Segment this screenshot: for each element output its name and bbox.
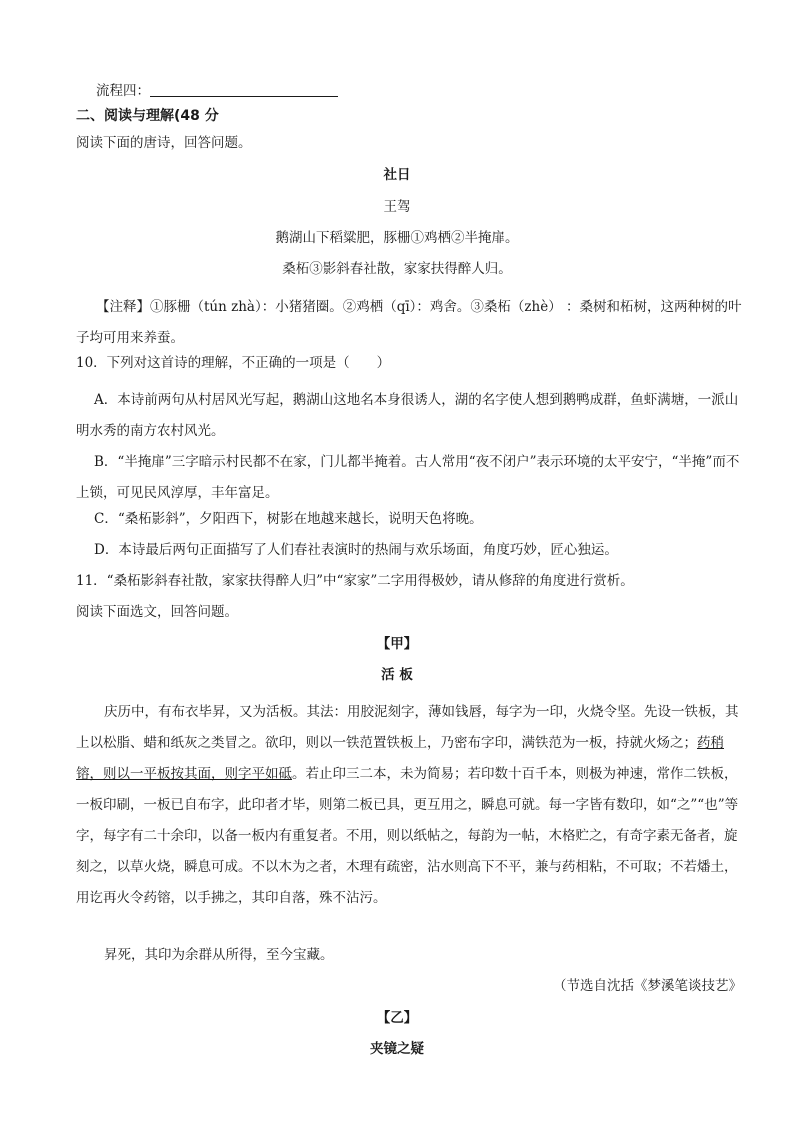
option-c[interactable]: C．“桑柘影斜”，夕阳西下，树影在地越来越长，说明天色将晚。: [94, 511, 483, 527]
question-11: 11．“桑柘影斜春社散，家家扶得醉人归”中“家家”二字用得极妙，请从修辞的角度进行赏析。: [76, 573, 634, 589]
passage-b-label: 【乙】: [376, 1010, 418, 1026]
passage-b-title: 夹镜之疑: [370, 1041, 424, 1057]
option-a[interactable]: A．本诗前两句从村居风光写起，鹅湖山这地名本身很诱人，湖的名字使人想到鹅鸭成群，鱼虾满塘，一派山明水秀的南方农村风光。: [76, 392, 739, 439]
underlined-sentence: 药稍镕，则以一平板按其面，则字平如砥: [76, 735, 724, 782]
poem-line-1: 鹅湖山下稻粱肥，豚栅①鸡栖②半掩扉。: [275, 230, 519, 246]
poem-title: 社日: [383, 167, 411, 183]
passage-intro: 阅读下面选文，回答问题。: [76, 604, 238, 620]
passage-a-title: 活 板: [381, 667, 413, 683]
flow-four-line: [96, 82, 338, 100]
passage-a-source: （节选自沈括《梦溪笔谈技艺》: [553, 978, 742, 994]
poem-author: 王驾: [383, 199, 411, 215]
passage-a-label: 【甲】: [376, 636, 418, 652]
question-10: 10．下列对这首诗的理解，不正确的一项是（ ）: [76, 355, 391, 371]
passage-a-paragraph-1: 庆历中，有布衣毕昇，又为活板。其法：用胶泥刻字，薄如钱唇，每字为一印，火烧令坚。先设一铁板，其上以松脂、蜡和纸灰之类冒之。欲印，则以一铁范置铁板上，乃密布字印，满铁范为一板，持就火炀之；药稍镕，则以一平板按其面，则字平如砥。若止印三二本，未为简易；若印数十百千本，则极为神速，常作二铁板，一板印刷，一板已自布字，此印者才毕，则第二板已具，更互用之，瞬息可就。每一字皆有数印，如“之”“也”等字，每字有二十余印，以备一板内有重复者。不用，则以纸帖之，每韵为一帖，木格贮之，有奇字素无备者，旋刻之，以草火烧，瞬息可成。不以木为之者，木理有疏密，沾水则高下不平，兼与药相粘，不可取；不若燔土，用讫再火令药镕，以手拂之，其印自落，殊不沾污。: [76, 704, 739, 906]
passage-a-paragraph-2: 昇死，其印为余群从所得，至今宝藏。: [104, 947, 334, 963]
option-d[interactable]: D．本诗最后两句正面描写了人们春社表演时的热闹与欢乐场面，角度巧妙，匠心独运。: [94, 542, 618, 558]
poem-line-2: 桑柘③影斜春社散，家家扶得醉人归。: [282, 261, 512, 277]
section-heading: 二、阅读与理解(48 分: [76, 108, 219, 124]
answer-blank[interactable]: [150, 82, 338, 97]
flow-four-label: 流程四：: [96, 83, 150, 99]
option-b[interactable]: B．“半掩扉”三字暗示村民都不在家，门儿都半掩着。古人常用“夜不闭户”表示环境的太平安宁，“半掩”而不上锁，可见民风淳厚，丰年富足。: [76, 454, 740, 501]
poem-intro: 阅读下面的唐诗，回答问题。: [76, 135, 252, 151]
poem-notes: 【注释】①豚栅（tún zhà）：小猪猪圈。②鸡栖（qī）：鸡舍。③桑柘（zhè） ：桑树和柘树，这两种树的叶子均可用来养蚕。: [76, 299, 742, 346]
